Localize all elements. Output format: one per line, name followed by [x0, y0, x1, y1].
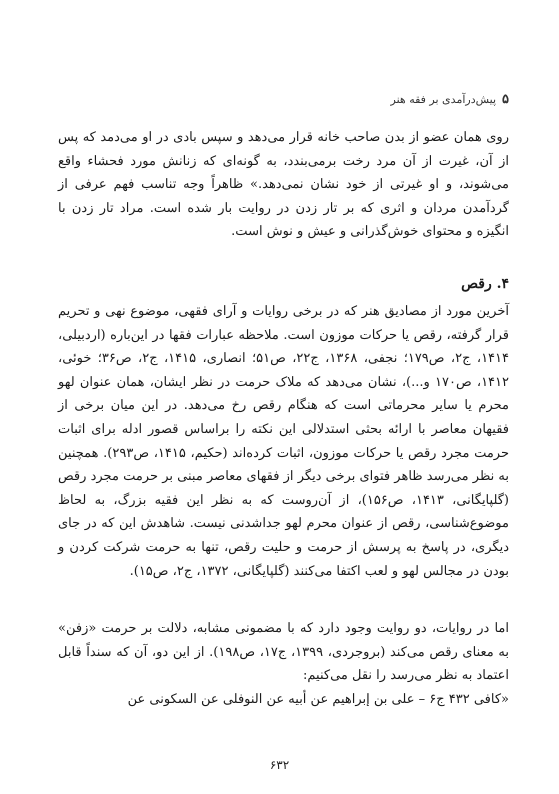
quote-start — [58, 688, 509, 712]
paragraph-3-text: اما در روایات، دو روایت وجود دارد که با مضمونی مشابه، دلالت بر حرمت «زفن» به معنای رقص می‌کند (بروجردی، ۱۳۹۹، ج۱۷، ص۱۹۸). از این دو، آن که سنداً قابل اعتماد به نظر می‌رسد را نقل می‌کنیم: — [58, 621, 509, 684]
paragraph-1 — [58, 126, 509, 244]
section-heading: ۴. رقص — [461, 276, 509, 292]
header-mark: ۵ — [502, 92, 509, 107]
paragraph-3 — [58, 617, 509, 688]
paragraph-2 — [58, 300, 509, 583]
paragraph-2-text: آخرین مورد از مصادیق هنر که در برخی روایات و آرای فقهی، موضوع نهی و تحریم قرار گرفته، رقص یا حرکات موزون است. ملاحظه عبارات فقها در این‌باره (اردبیلی، ۱۴۱۴، ج۲، ص۱۷۹؛ نجفی، ۱۳۶۸، ج۲۲، ص۵۱؛ انصاری، ۱۴۱۵، ج۲، ص۳۶؛ خوئی، ۱۴۱۲، ص۱۷۰ و...)، نشان می‌دهد که ملاک حرمت در نظر ایشان، همان عنوان لهو محرم یا سایر محرماتی است که هنگام رقص رخ می‌دهد. در این میان برخی از فقیهان معاصر با ارائه بحثی استدلالی این نکته را براساس قصور ادله برای اثبات حرمت مجرد رقص یا حرکات موزون، اثبات کرده‌اند (حکیم، ۱۴۱۵، ص۲۹۳). همچنین به نظر می‌رسد ظاهر فتوای برخی دیگر از فقهای معاصر مبنی بر حرمت مجرد رقص (گلپایگانی، ۱۴۱۳، ص۱۵۶)، از آن‌روست که به نظر این فقیه بزرگ، به لحاظ موضوع‌شناسی، رقص از عنوان محرم لهو جداشدنی نیست. شاهدش این که در جای دیگری، در پاسخ به پرسش از حرمت و حلیت رقص، تنها به حرمت شرکت کردن و بودن در مجالس لهو و لعب اکتفا می‌کنند (گلپایگانی، ۱۳۷۲، ج۲، ص۱۵). — [58, 304, 510, 579]
page-number: ۶۳۲ — [269, 758, 290, 772]
running-header — [391, 92, 509, 107]
header-title: پیش‌درآمدی بر فقه هنر — [390, 93, 497, 106]
quote-start-text: «کافی ۴۳۲ ج۶ – علی بن إبراهیم عن أبیه عن النوفلی عن السکونی عن — [127, 692, 509, 707]
paragraph-1-text: روی همان عضو از بدن صاحب خانه قرار می‌دهد و سپس بادی در او می‌دمد که پس از آن، غیرت از آن مرد رخت برمی‌بندد، به گونه‌ای که زنانش مورد فحشاء واقع می‌شوند، و او غیرتی از خود نشان نمی‌دهد.» ظاهراً وجه تناسب فهم عرفی از گردآمدن مردان و اثری که بر تار زدن در روایت بار شده است. مراد تار زدن با انگیزه و محتوای خوش‌گذرانی و عیش و نوش است. — [58, 130, 509, 240]
